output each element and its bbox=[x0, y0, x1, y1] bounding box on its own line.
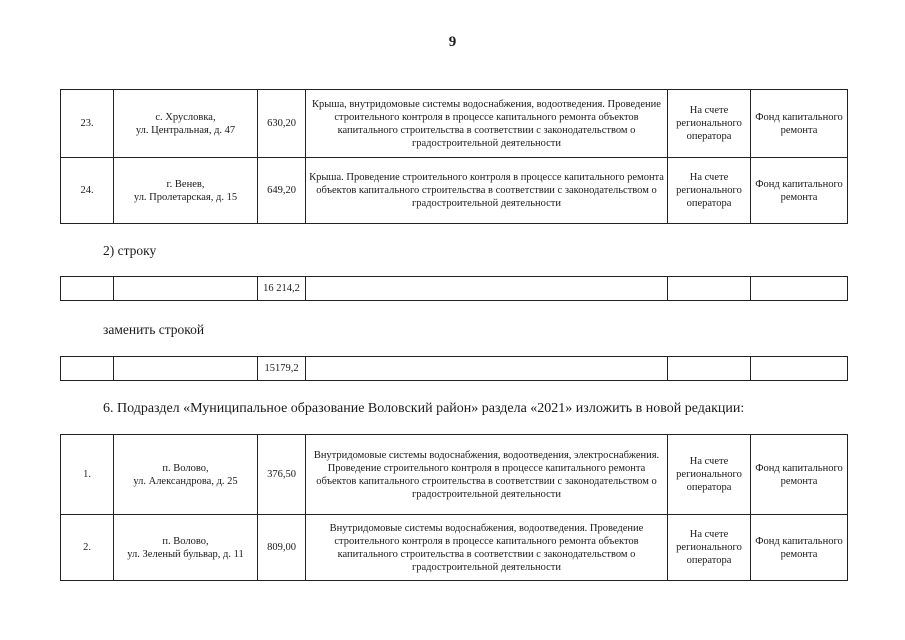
page-number: 9 bbox=[448, 34, 457, 50]
replace-with-line: заменить строкой bbox=[103, 322, 205, 337]
address-locality: г. Венев, bbox=[166, 178, 205, 190]
funding-source-cell: Фонд капитального ремонта bbox=[751, 515, 848, 581]
account-cell: На счете регионального оператора bbox=[668, 158, 751, 224]
work-description-cell: Крыша, внутридомовые системы водоснабжения, водоотведения. Проведение строительного контроля в процессе капитального ремонта объектов капитального строительства в соответствии с законодательством о градостроительной деятельности bbox=[306, 90, 668, 158]
work-description-cell: Внутридомовые системы водоснабжения, водоотведения, электроснабжения. Проведение строительного контроля в процессе капитального ремонта объектов капитального строительства в соответствии с законодательством о градостроительной деятельности bbox=[306, 435, 668, 515]
account-cell: На счете регионального оператора bbox=[668, 90, 751, 158]
table-row bbox=[61, 435, 848, 515]
empty-cell bbox=[114, 277, 258, 301]
area-cell: 630,20 bbox=[258, 90, 306, 158]
empty-cell bbox=[306, 277, 668, 301]
address-locality: п. Волово, bbox=[162, 462, 209, 474]
address-cell bbox=[114, 90, 258, 158]
account-cell: На счете регионального оператора bbox=[668, 515, 751, 581]
new-row-table bbox=[60, 356, 848, 381]
table-row bbox=[61, 357, 848, 381]
address-street: ул. Пролетарская, д. 15 bbox=[133, 191, 238, 203]
area-cell: 15179,2 bbox=[258, 357, 306, 381]
address-cell bbox=[114, 435, 258, 515]
area-cell: 809,00 bbox=[258, 515, 306, 581]
paragraph-6-line: 6. Подраздел «Муниципальное образование Воловский район» раздела «2021» изложить в новой редакции: bbox=[103, 401, 745, 416]
address-street: ул. Центральная, д. 47 bbox=[135, 124, 236, 136]
empty-cell bbox=[668, 357, 751, 381]
empty-cell bbox=[61, 357, 114, 381]
area-cell: 376,50 bbox=[258, 435, 306, 515]
empty-cell bbox=[306, 357, 668, 381]
funding-source-cell: Фонд капитального ремонта bbox=[751, 158, 848, 224]
empty-cell bbox=[751, 357, 848, 381]
object-table-bottom bbox=[60, 434, 848, 581]
row-number: 23. bbox=[61, 90, 114, 158]
table-row bbox=[61, 515, 848, 581]
empty-cell bbox=[114, 357, 258, 381]
row-number: 1. bbox=[61, 435, 114, 515]
empty-cell bbox=[751, 277, 848, 301]
object-table-top bbox=[60, 89, 848, 224]
table-row bbox=[61, 90, 848, 158]
address-cell bbox=[114, 158, 258, 224]
empty-cell bbox=[61, 277, 114, 301]
area-cell: 649,20 bbox=[258, 158, 306, 224]
empty-cell bbox=[668, 277, 751, 301]
account-cell: На счете регионального оператора bbox=[668, 435, 751, 515]
address-street: ул. Зеленый бульвар, д. 11 bbox=[127, 548, 244, 560]
area-cell: 16 214,2 bbox=[258, 277, 306, 301]
address-locality: п. Волово, bbox=[162, 535, 209, 547]
address-street: ул. Александрова, д. 25 bbox=[133, 475, 238, 487]
table-row bbox=[61, 277, 848, 301]
address-cell bbox=[114, 515, 258, 581]
funding-source-cell: Фонд капитального ремонта bbox=[751, 435, 848, 515]
funding-source-cell: Фонд капитального ремонта bbox=[751, 90, 848, 158]
row-number: 2. bbox=[61, 515, 114, 581]
work-description-cell: Внутридомовые системы водоснабжения, водоотведения. Проведение строительного контроля в процессе капитального ремонта объектов капитального строительства в соответствии с законодательством о градостроительной деятельности bbox=[306, 515, 668, 581]
row-number: 24. bbox=[61, 158, 114, 224]
paragraph-2-line: 2) строку bbox=[103, 243, 157, 258]
table-row bbox=[61, 158, 848, 224]
old-row-table bbox=[60, 276, 848, 301]
address-locality: с. Хрусловка, bbox=[155, 111, 216, 123]
work-description-cell: Крыша. Проведение строительного контроля в процессе капитального ремонта объектов капитального строительства в соответствии с законодательством о градостроительной деятельности bbox=[306, 158, 668, 224]
